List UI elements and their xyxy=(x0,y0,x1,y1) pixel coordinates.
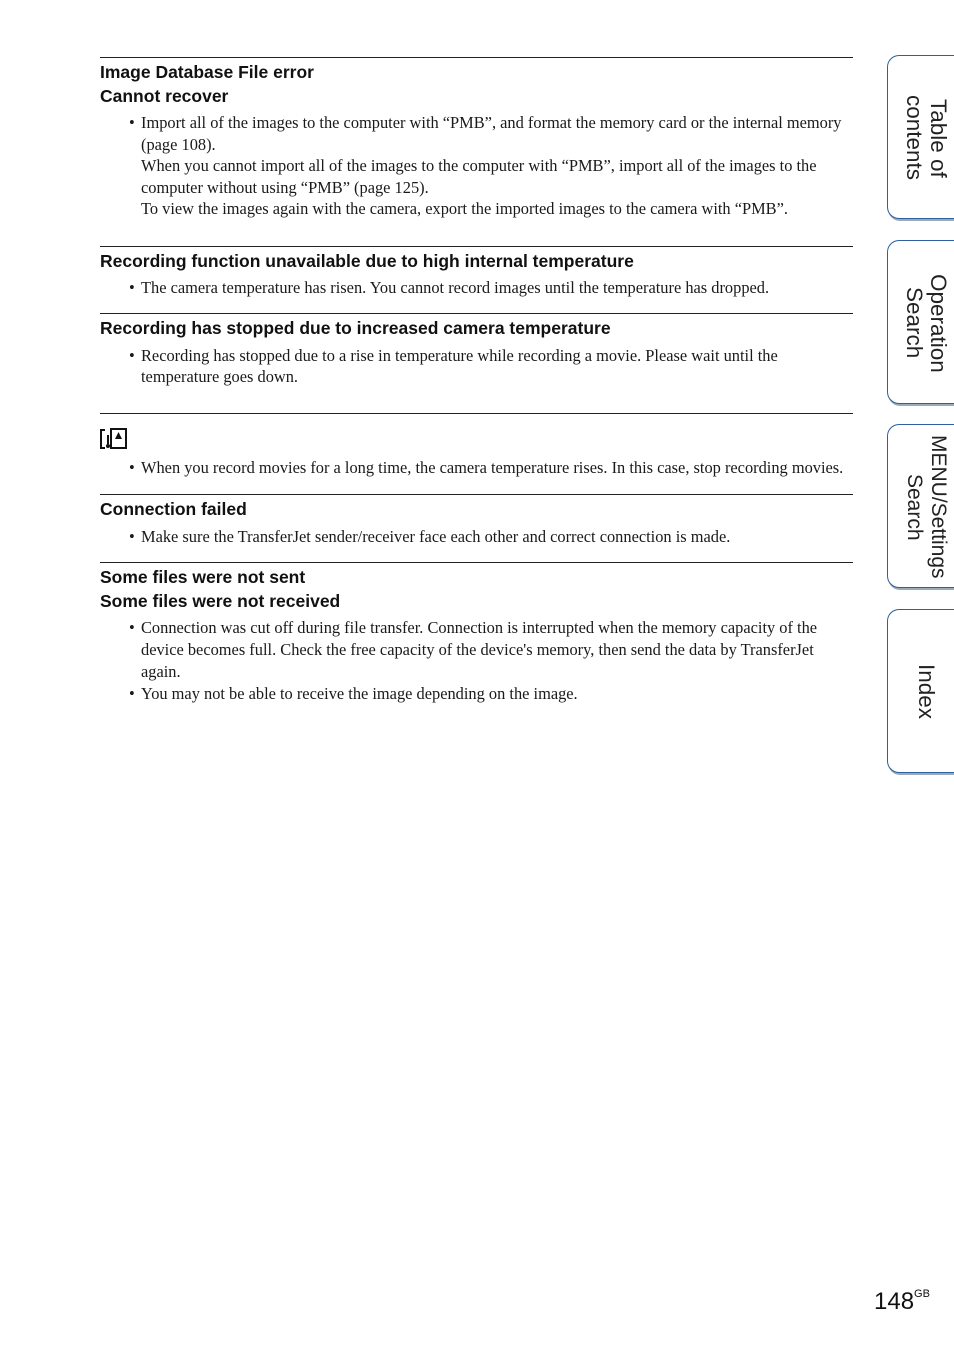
bullet-text: Recording has stopped due to a rise in temperature while recording a movie. Please wait until the temperature goes down. xyxy=(141,345,778,387)
list-item xyxy=(100,112,853,220)
section-heading: Image Database File error xyxy=(100,62,314,82)
section-heading: Connection failed xyxy=(100,499,247,520)
section-files-not-sent xyxy=(100,562,853,704)
bullet-list xyxy=(100,277,853,299)
section-image-database xyxy=(100,57,853,220)
list-item xyxy=(100,617,853,682)
bullet-text: You may not be able to receive the image depending on the image. xyxy=(141,684,578,704)
bullet-text: When you cannot import all of the images to the computer with “PMB”, import all of the images to the computer without using “PMB” (page 125). xyxy=(141,156,817,197)
bullet-list xyxy=(100,112,853,220)
section-heading: Recording has stopped due to increased camera temperature xyxy=(100,318,611,339)
tab-index[interactable] xyxy=(887,609,954,773)
bullet-icon: • xyxy=(129,684,135,704)
overheat-warning-icon xyxy=(100,425,128,451)
page-number-suffix: GB xyxy=(914,1288,930,1300)
bullet-icon: • xyxy=(129,278,135,298)
bullet-text: Make sure the TransferJet sender/receiver face each other and correct connection is made. xyxy=(141,526,731,546)
bullet-text: Connection was cut off during file transfer. Connection is interrupted when the memory capacity of the device becomes full. Check the free capacity of the device's memory, then send the data by TransferJet again. xyxy=(141,618,818,681)
page-number-value: 148 xyxy=(874,1288,915,1315)
bullet-icon: • xyxy=(129,113,135,132)
bullet-text: Import all of the images to the computer with “PMB”, and format the memory card or the internal memory (page 108). xyxy=(141,113,842,154)
tab-label: Index xyxy=(914,664,939,720)
tab-table-of-contents[interactable] xyxy=(887,55,954,219)
tab-label: MENU/Settings Search xyxy=(903,435,950,579)
tab-menu-settings-search[interactable] xyxy=(887,424,954,588)
bullet-icon: • xyxy=(129,457,135,477)
section-recording-stopped xyxy=(100,313,853,388)
bullet-list xyxy=(100,617,853,704)
bullet-list xyxy=(100,345,853,388)
list-item xyxy=(100,277,853,299)
section-heading: Cannot recover xyxy=(100,85,229,106)
tab-label: Operation Search xyxy=(902,273,951,373)
section-heading: Some files were not received xyxy=(100,590,341,611)
page-number xyxy=(874,1288,930,1316)
bullet-text: The camera temperature has risen. You cannot record images until the temperature has dropped. xyxy=(141,278,770,298)
section-connection-failed xyxy=(100,494,853,547)
section-overheat-note xyxy=(100,413,853,479)
section-heading: Some files were not sent xyxy=(100,567,306,588)
bullet-list xyxy=(100,526,853,548)
section-recording-unavailable xyxy=(100,246,853,299)
bullet-icon: • xyxy=(129,526,135,546)
list-item xyxy=(100,457,853,479)
tab-operation-search[interactable] xyxy=(887,240,954,404)
bullet-icon: • xyxy=(129,618,135,638)
bullet-icon: • xyxy=(129,345,135,365)
list-item xyxy=(100,526,853,548)
list-item xyxy=(100,683,853,705)
bullet-text: To view the images again with the camera, export the imported images to the camera with “PMB”. xyxy=(141,199,788,219)
bullet-text: When you record movies for a long time, the camera temperature rises. In this case, stop recording movies. xyxy=(141,457,844,477)
page-content xyxy=(100,57,853,706)
tab-label: Table of contents xyxy=(902,95,951,181)
list-item xyxy=(100,345,853,388)
bullet-list xyxy=(100,457,853,479)
section-heading: Recording function unavailable due to high internal temperature xyxy=(100,250,634,271)
